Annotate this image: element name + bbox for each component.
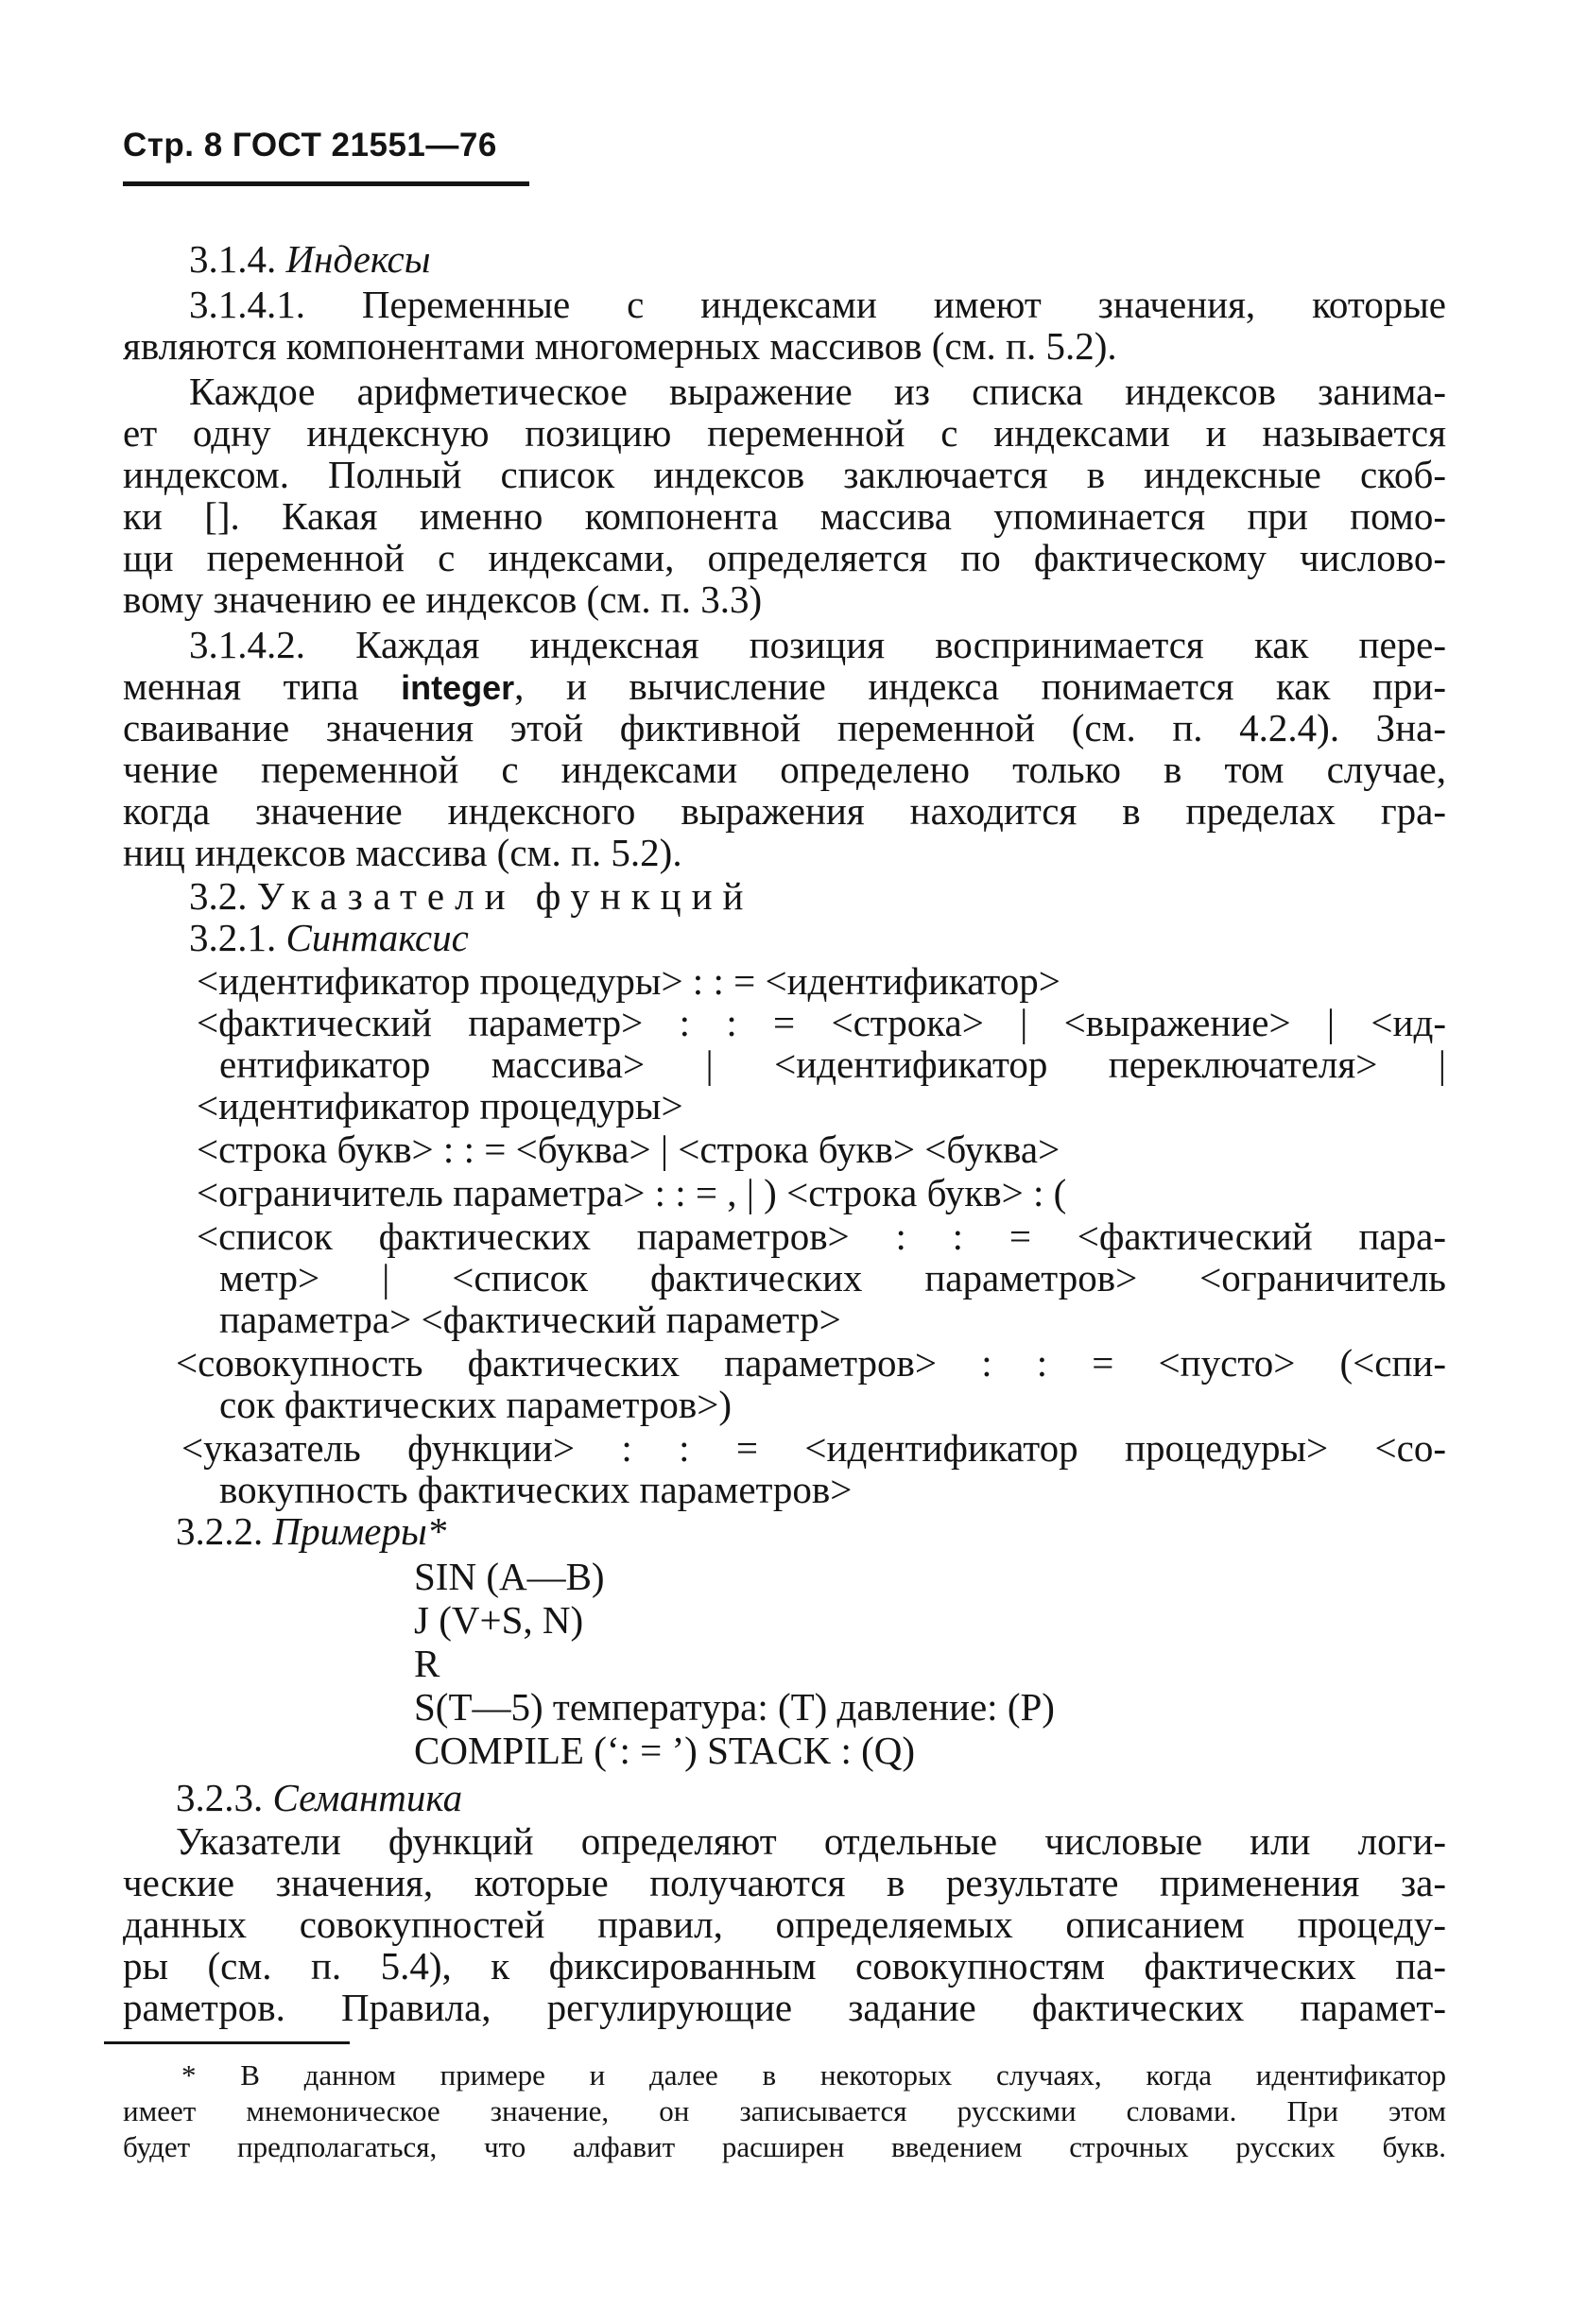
syntax-line: <указатель функции> : : = <идентификатор процедуры> <со- [181,1426,1446,1470]
text-line: щи переменной с индексами, определяется по фактическому числово- [123,536,1446,579]
text-line: являются компонентами многомерных массивов (см. п. 5.2). [123,324,1117,368]
footnote-line: * В данном примере и далее в некоторых случаях, когда идентификатор [181,2058,1446,2092]
syntax-line: метр> | <список фактических параметров> <ограничитель [219,1256,1446,1300]
syntax-line: <список фактических параметров> : : = <фактический пара- [197,1214,1446,1258]
footnote-rule [104,2041,350,2044]
text-line: сваивание значения этой фиктивной переменной (см. п. 4.2.4). Зна- [123,706,1446,749]
syntax-line: <фактический параметр> : : = <строка> | <выражение> | <ид- [197,1001,1446,1044]
text-line: данных совокупностей правил, определяемых описанием процеду- [123,1902,1446,1946]
text-line-integer: менная типа integer, и вычисление индекса понимается как при- [123,664,1446,708]
section-3-2-heading: 3.2. Указатели функций [189,874,754,918]
text-line: Каждое арифметическое выражение из списка индексов занима- [189,370,1446,413]
text-line: индексом. Полный список индексов заключается в индексные скоб- [123,453,1446,496]
example-line: J (V+S, N) [414,1598,584,1642]
section-3-2-1-heading: 3.2.1. Синтаксис [189,916,469,959]
keyword-integer: integer [401,668,515,707]
text-line: вому значению ее индексов (см. п. 3.3) [123,577,763,621]
text-line: раметров. Правила, регулирующие задание фактических парамет- [123,1986,1446,2029]
syntax-line: сок фактических параметров>) [219,1383,733,1426]
text-line: ет одну индексную позицию переменной с индексами и называется [123,411,1446,455]
example-line: R [414,1642,440,1685]
text-line: ки []. Какая именно компонента массива упоминается при помо- [123,494,1446,538]
syntax-line: <идентификатор процедуры> [197,1084,683,1128]
text-line: Указатели функций определяют отдельные числовые или логи- [176,1819,1446,1863]
section-3-1-4-heading: 3.1.4. Индексы [189,237,431,281]
footnote-line: будет предполагаться, что алфавит расширен введением строчных русских букв. [123,2130,1446,2163]
text-line: 3.1.4.2. Каждая индексная позиция воспринимается как пере- [189,623,1446,666]
example-line: SIN (A—B) [414,1555,605,1598]
syntax-line: <строка букв> : : = <буква> | <строка букв> <буква> [197,1128,1060,1171]
syntax-line: <совокупность фактических параметров> : : = <пусто> (<спи- [176,1341,1446,1385]
syntax-line: ентификатор массива> | <идентификатор переключателя> | [219,1042,1446,1086]
text-line: чение переменной с индексами определено только в том случае, [123,748,1446,791]
section-3-2-3-heading: 3.2.3. Семантика [176,1776,463,1819]
example-line: COMPILE (‘: = ’) STACK : (Q) [414,1729,916,1772]
syntax-line: <ограничитель параметра> : : = , | ) <строка букв> : ( [197,1171,1067,1214]
section-3-2-2-heading: 3.2.2. Примеры* [176,1509,447,1553]
page-header: Стр. 8 ГОСТ 21551—76 [123,127,497,164]
text-line: 3.1.4.1. Переменные с индексами имеют значения, которые [189,283,1446,326]
syntax-line: вокупность фактических параметров> [219,1468,853,1511]
footnote-line: имеет мнемоническое значение, он записывается русскими словами. При этом [123,2094,1446,2127]
header-rule [123,181,529,186]
text-line: ниц индексов массива (см. п. 5.2). [123,831,682,874]
text-line: когда значение индексного выражения находится в пределах гра- [123,789,1446,833]
syntax-line: параметра> <фактический параметр> [219,1298,841,1341]
example-line: S(T—5) температура: (T) давление: (P) [414,1685,1055,1729]
text-line: ры (см. п. 5.4), к фиксированным совокупностям фактических па- [123,1944,1446,1988]
syntax-line: <идентификатор процедуры> : : = <идентификатор> [197,959,1060,1003]
text-line: ческие значения, которые получаются в результате применения за- [123,1861,1446,1904]
